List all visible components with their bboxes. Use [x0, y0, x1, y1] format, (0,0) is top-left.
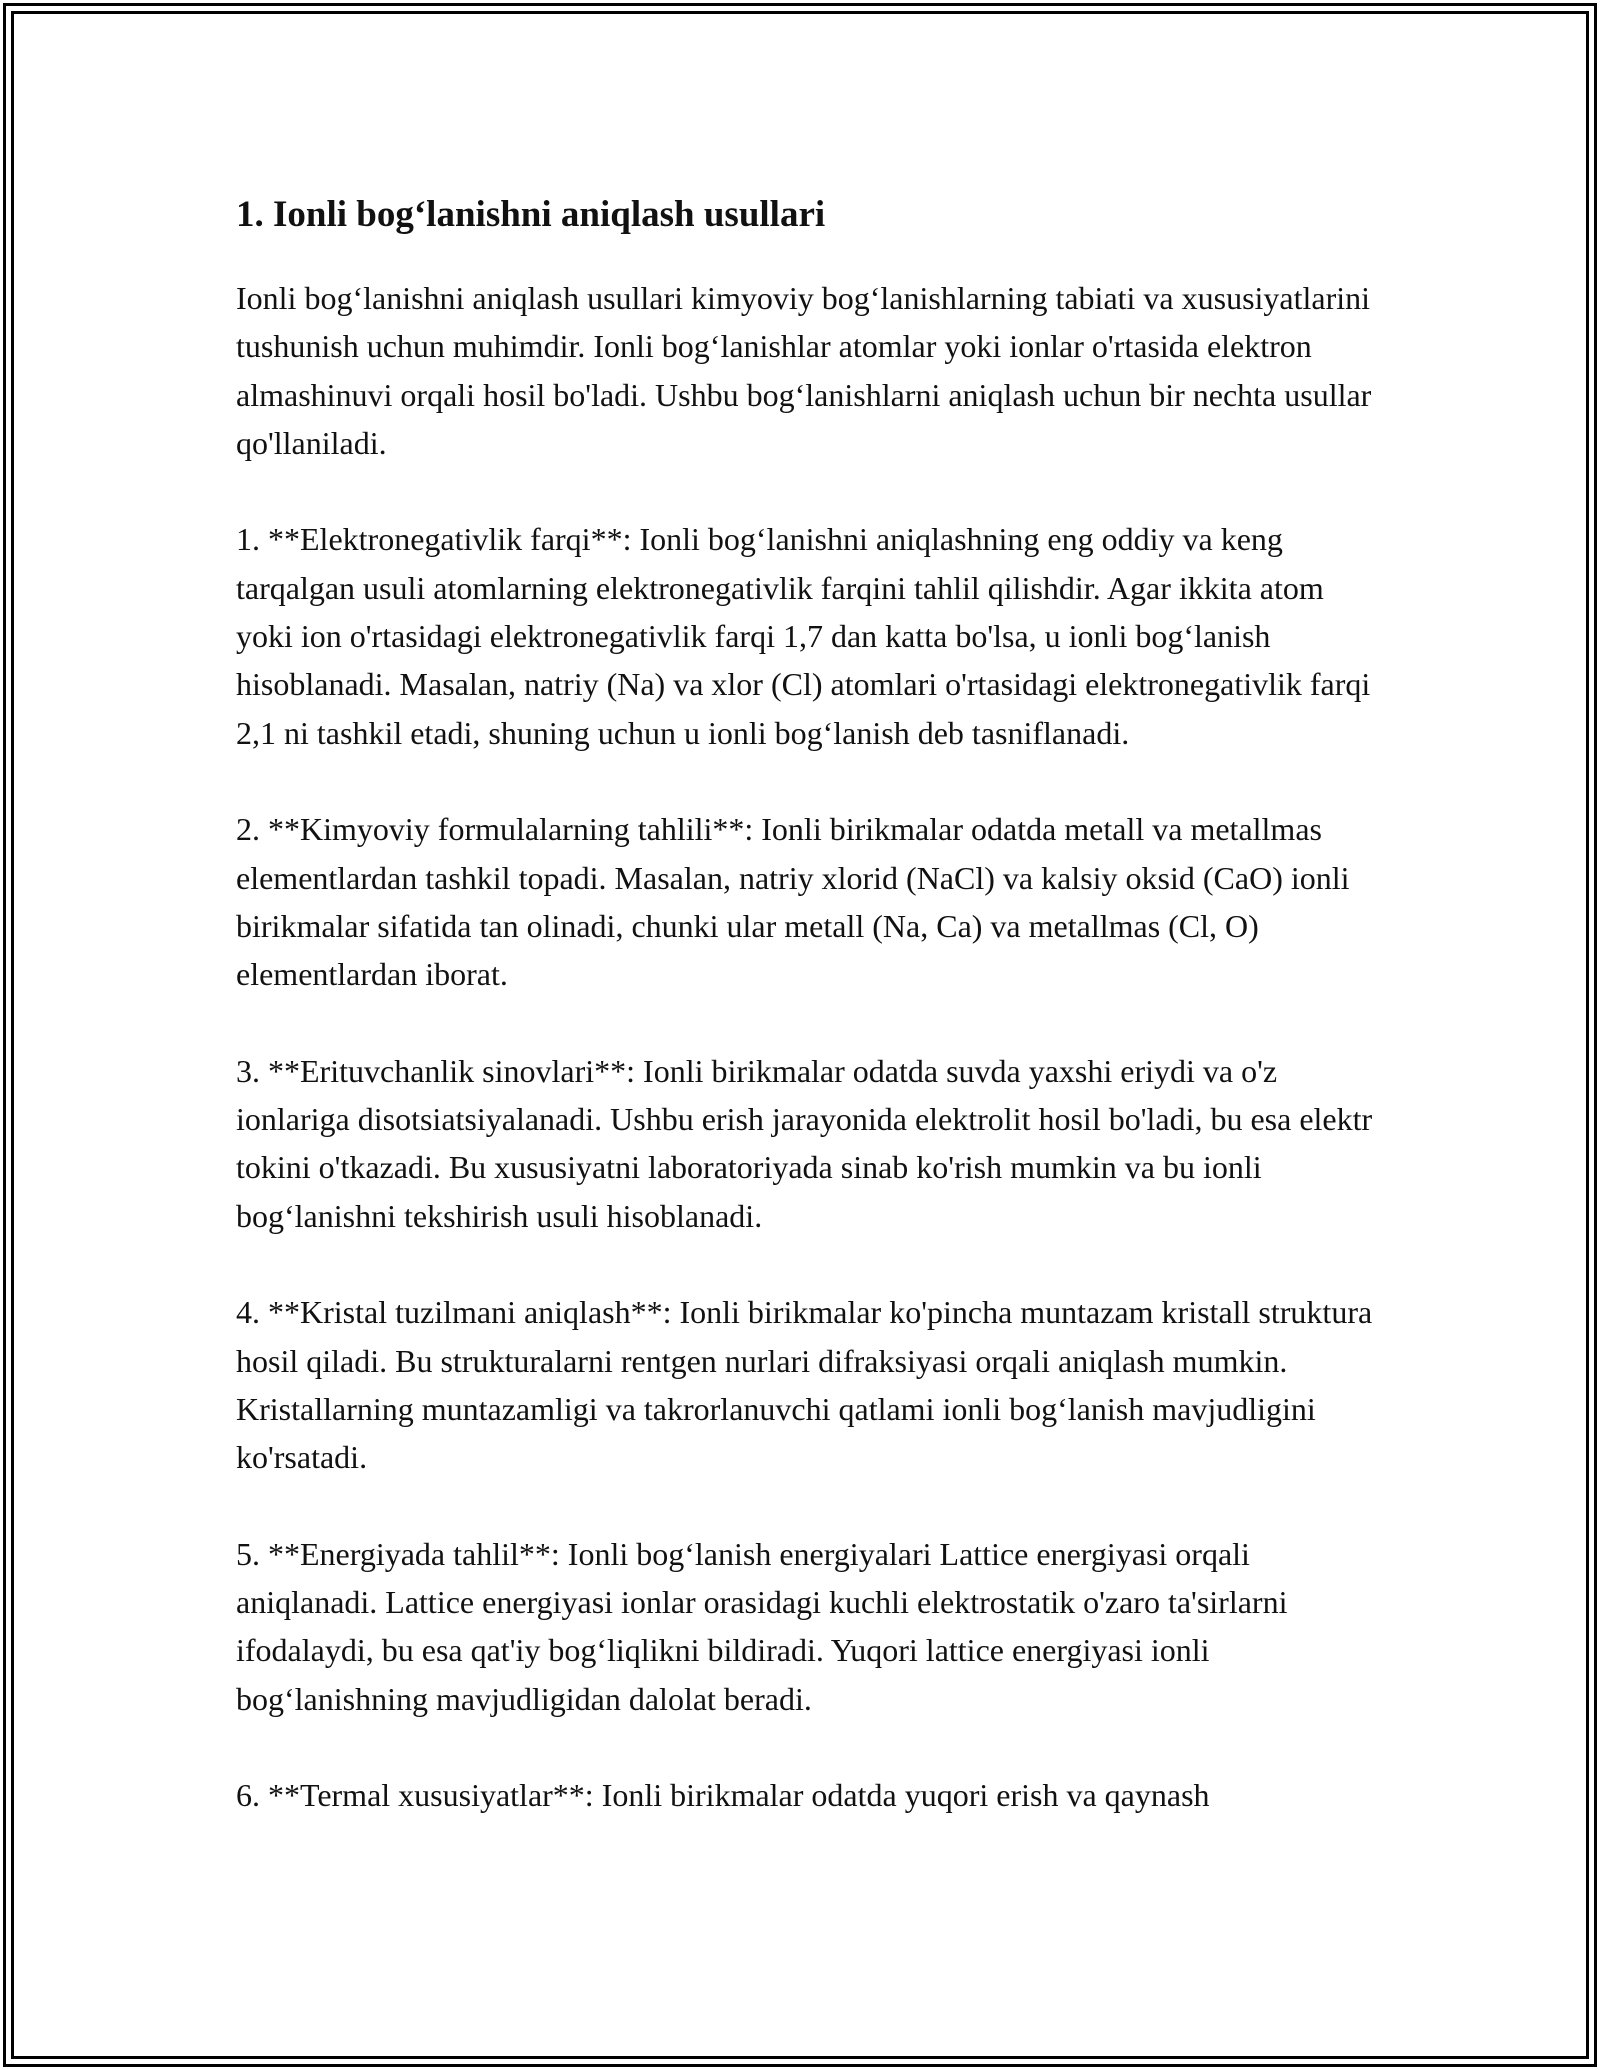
method-energy-paragraph: 5. **Energiyada tahlil**: Ionli bog‘lanish energiyalari Lattice energiyasi orqali aniqlanadi. Lattice energiyasi ionlar orasidagi kuchli elektrostatik o'zaro ta'sirlarni ifodalaydi, bu esa qat'iy bog‘liqlikni bildiradi. Yuqori lattice energiyasi ionli bog‘lanishning mavjudligidan dalolat beradi. [236, 1535, 1288, 1717]
method-solubility-paragraph: 3. **Erituvchanlik sinovlari**: Ionli birikmalar odatda suvda yaxshi eriydi va o'z ionlariga disotsiatsiyalanadi. Ushbu erish jarayonida elektrolit hosil bo'ladi, bu esa elektr tokini o'tkazadi. Bu xususiyatni laboratoriyada sinab ko'rish mumkin va bu ionli bog‘lanishni tekshirish usuli hisoblanadi. [236, 1052, 1373, 1234]
method-thermal-paragraph: 6. **Termal xususiyatlar**: Ionli birikmalar odatda yuqori erish va qaynash [236, 1777, 1210, 1814]
section-heading: 1. Ionli bog‘lanishni aniqlash usullari [236, 194, 826, 235]
intro-paragraph: Ionli bog‘lanishni aniqlash usullari kimyoviy bog‘lanishlarning tabiati va xususiyatlarini tushunish uchun muhimdir. Ionli bog‘lanishlar atomlar yoki ionlar o'rtasida elektron almashinuvi orqali hosil bo'ladi. Ushbu bog‘lanishlarni aniqlash uchun bir nechta usullar qo'llaniladi. [236, 280, 1372, 461]
method-crystal-structure-paragraph: 4. **Kristal tuzilmani aniqlash**: Ionli birikmalar ko'pincha muntazam kristall struktura hosil qiladi. Bu strukturalarni rentgen nurlari difraksiyasi orqali aniqlash mumkin. Kristallarning muntazamligi va takrorlanuvchi qatlami ionli bog‘lanish mavjudligini ko'rsatadi. [236, 1294, 1373, 1476]
method-formula-analysis-paragraph: 2. **Kimyoviy formulalarning tahlili**: Ionli birikmalar odatda metall va metallmas elementlardan tashkil topadi. Masalan, natriy xlorid (NaCl) va kalsiy oksid (CaO) ionli birikmalar sifatida tan olinadi, chunki ular metall (Na, Ca) va metallmas (Cl, O) elementlardan iborat. [236, 811, 1350, 993]
method-electronegativity-paragraph: 1. **Elektronegativlik farqi**: Ionli bog‘lanishni aniqlashning eng oddiy va keng tarqalgan usuli atomlarning elektronegativlik farqini tahlil qilishdir. Agar ikkita atom yoki ion o'rtasidagi elektronegativlik farqi 1,7 dan katta bo'lsa, u ionli bog‘lanish hisoblanadi. Masalan, natriy (Na) va xlor (Cl) atomlari o'rtasidagi elektronegativlik farqi 2,1 ni tashkil etadi, shuning uchun u ionli bog‘lanish deb tasniflanadi. [236, 521, 1371, 751]
document-body [236, 182, 1376, 1820]
